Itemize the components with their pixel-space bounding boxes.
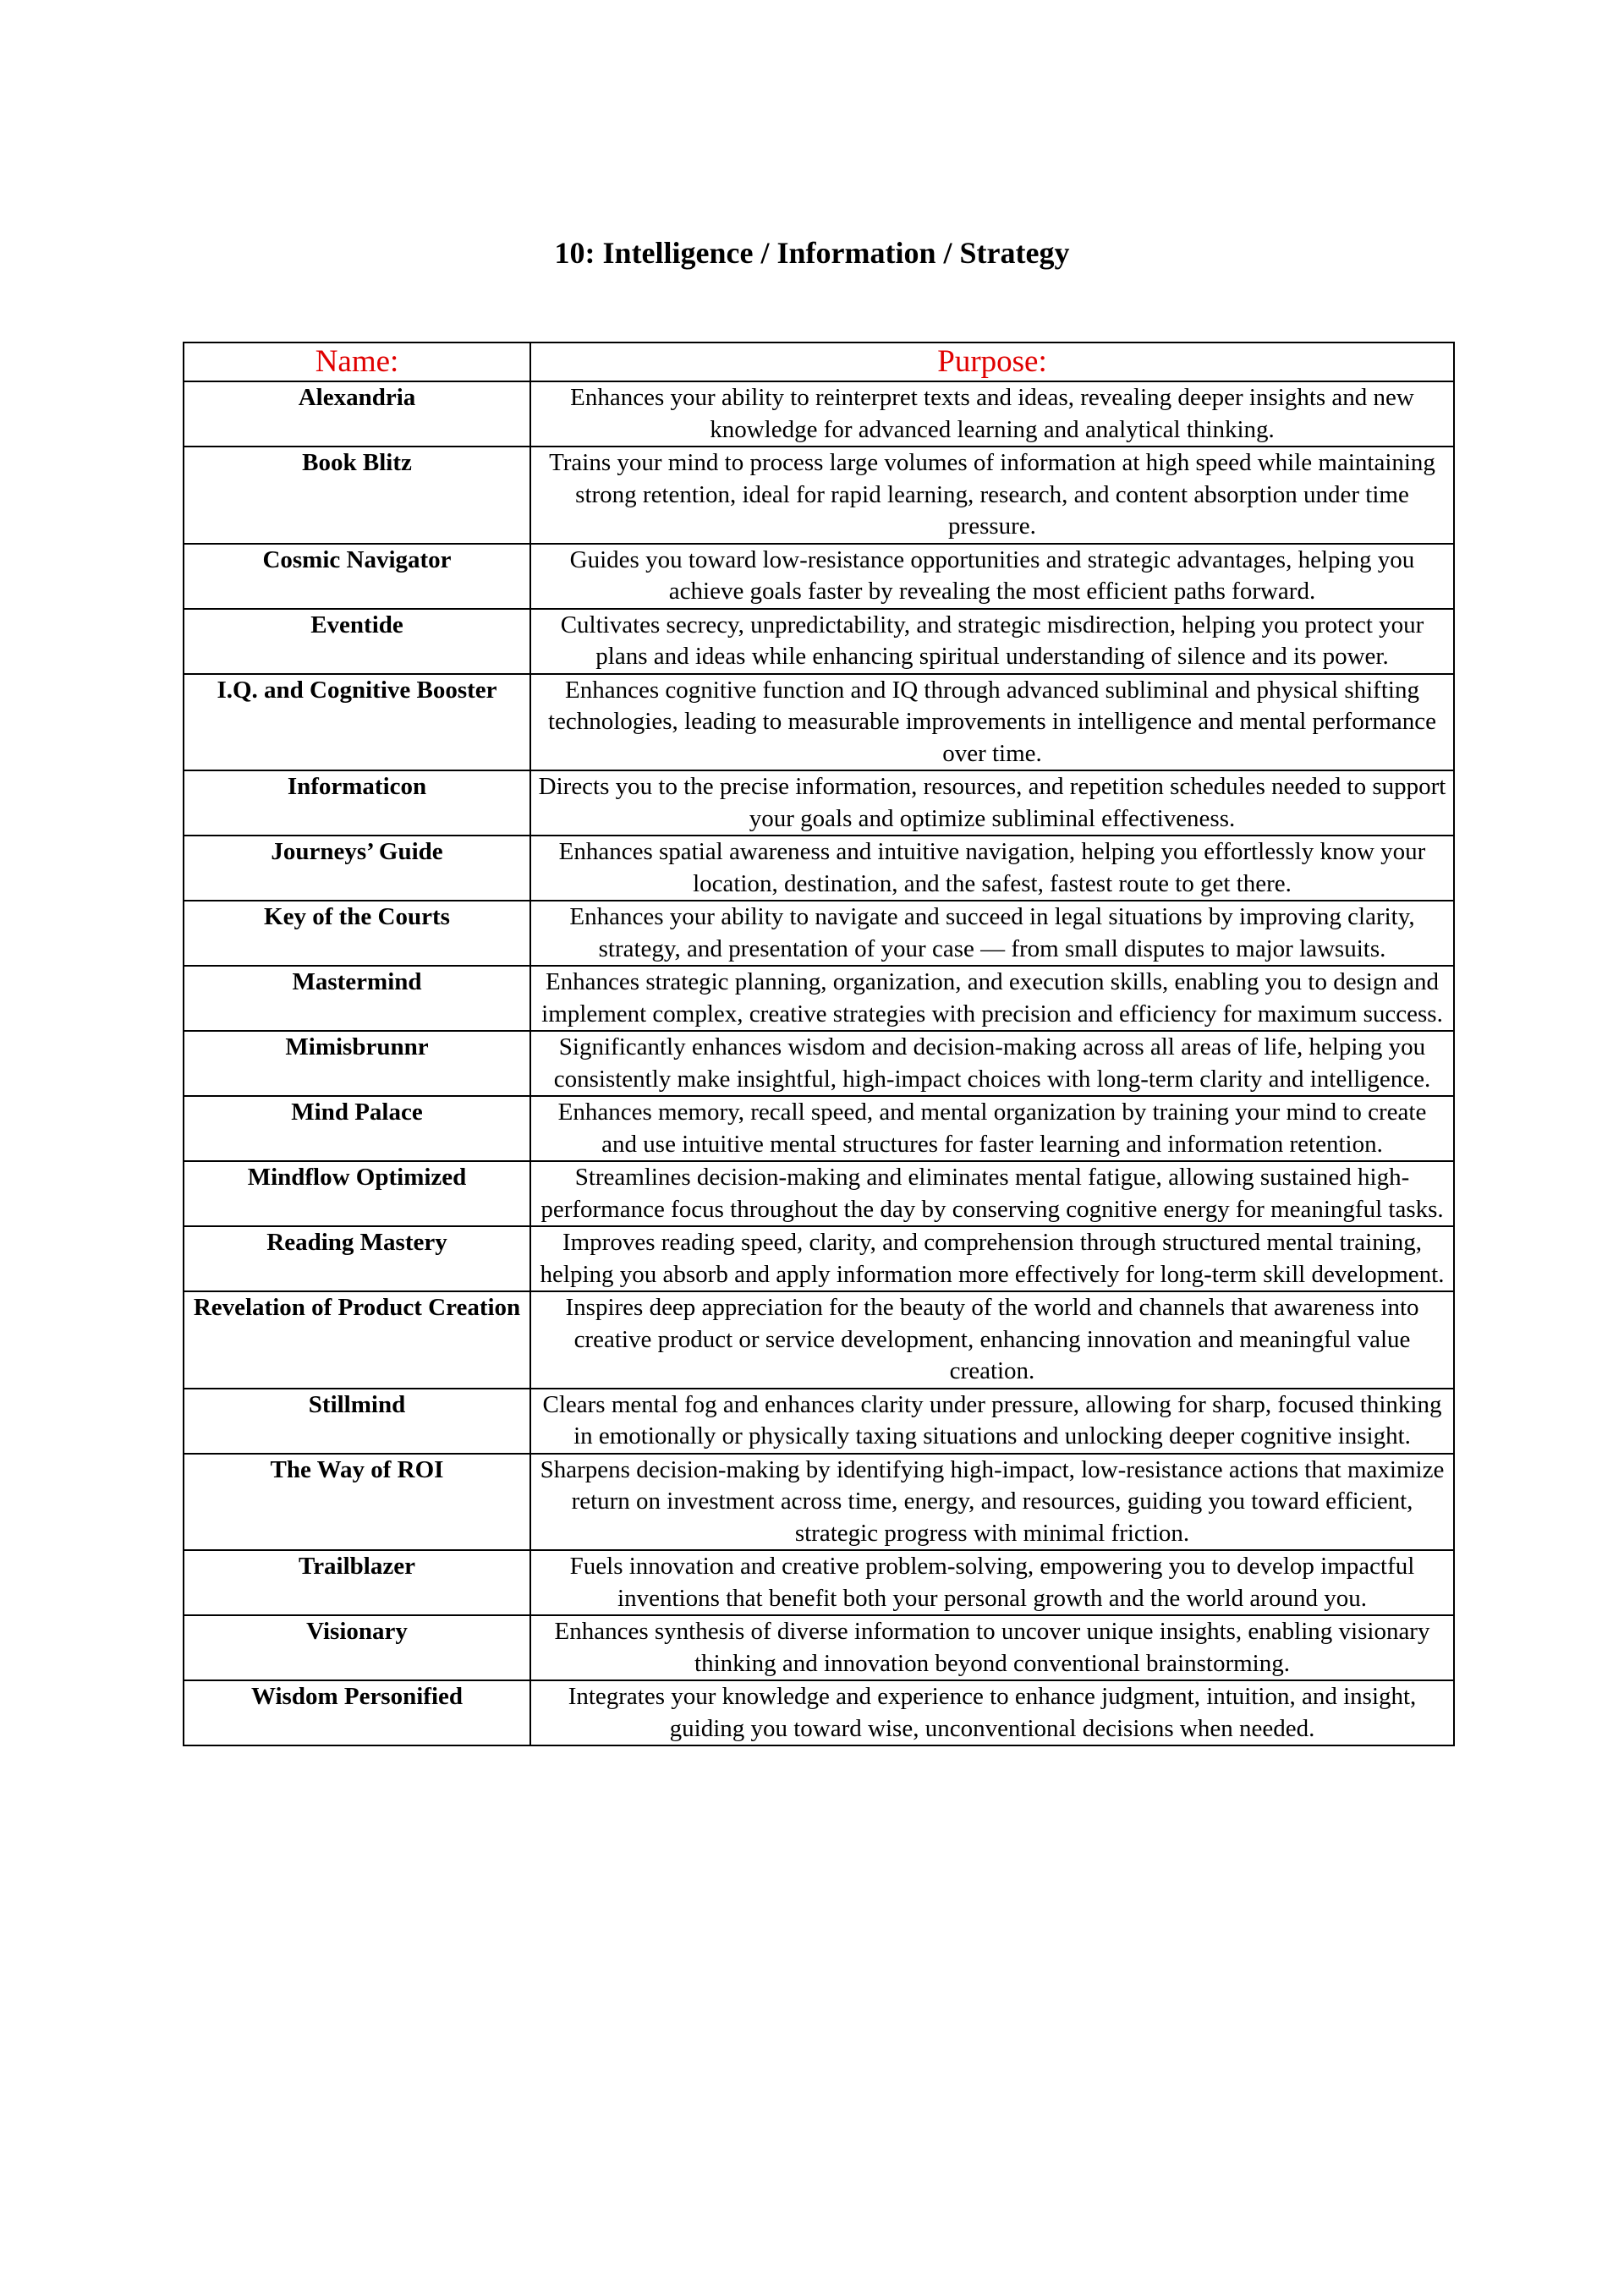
table-row [184,1615,1454,1680]
table-row [184,1031,1454,1096]
item-name: Cosmic Navigator [184,544,530,609]
item-purpose: Directs you to the precise information, resources, and repetition schedules needed to support your goals and optimize subliminal effectiveness. [530,770,1454,836]
item-purpose: Enhances synthesis of diverse information to uncover unique insights, enabling visionary thinking and innovation beyond conventional brainstorming. [530,1615,1454,1680]
table-row [184,1389,1454,1454]
item-purpose: Inspires deep appreciation for the beauty of the world and channels that awareness into creative product or service development, enhancing innovation and meaningful value creation. [530,1291,1454,1389]
purpose-column-header: Purpose: [530,342,1454,381]
table-row [184,447,1454,544]
item-purpose: Significantly enhances wisdom and decision-making across all areas of life, helping you consistently make insightful, high-impact choices with long-term clarity and intelligence. [530,1031,1454,1096]
table-row [184,544,1454,609]
table-row [184,901,1454,966]
table-row [184,1226,1454,1291]
item-name: Eventide [184,609,530,674]
item-name: Revelation of Product Creation [184,1291,530,1389]
item-name: Mindflow Optimized [184,1161,530,1226]
item-purpose: Guides you toward low-resistance opportunities and strategic advantages, helping you achieve goals faster by revealing the most efficient paths forward. [530,544,1454,609]
page-title: 10: Intelligence / Information / Strategy [554,236,1070,270]
name-column-header: Name: [184,342,530,381]
item-name: Key of the Courts [184,901,530,966]
table-row [184,1161,1454,1226]
table-body [184,381,1454,1745]
item-name: Reading Mastery [184,1226,530,1291]
item-name: Mimisbrunnr [184,1031,530,1096]
table-row [184,1291,1454,1389]
item-name: Mastermind [184,966,530,1031]
table-row [184,836,1454,901]
item-name: Stillmind [184,1389,530,1454]
table-row [184,1680,1454,1745]
table-row [184,1096,1454,1161]
item-purpose: Sharpens decision-making by identifying high-impact, low-resistance actions that maximize return on investment across time, energy, and resources, guiding you toward efficient, strategic progress with minimal friction. [530,1454,1454,1551]
item-purpose: Enhances strategic planning, organization, and execution skills, enabling you to design and implement complex, creative strategies with precision and efficiency for maximum success. [530,966,1454,1031]
table-row [184,1454,1454,1551]
table-row [184,966,1454,1031]
item-purpose: Cultivates secrecy, unpredictability, and strategic misdirection, helping you protect your plans and ideas while enhancing spiritual understanding of silence and its power. [530,609,1454,674]
item-purpose: Enhances memory, recall speed, and mental organization by training your mind to create and use intuitive mental structures for faster learning and information retention. [530,1096,1454,1161]
item-purpose: Fuels innovation and creative problem-solving, empowering you to develop impactful inventions that benefit both your personal growth and the world around you. [530,1550,1454,1615]
item-name: I.Q. and Cognitive Booster [184,674,530,771]
purpose-table [183,342,1455,1746]
item-name: Book Blitz [184,447,530,544]
table-row [184,674,1454,771]
item-name: Trailblazer [184,1550,530,1615]
item-name: Wisdom Personified [184,1680,530,1745]
item-purpose: Trains your mind to process large volumes of information at high speed while maintaining strong retention, ideal for rapid learning, research, and content absorption under time pressure. [530,447,1454,544]
item-name: Informaticon [184,770,530,836]
item-purpose: Integrates your knowledge and experience to enhance judgment, intuition, and insight, guiding you toward wise, unconventional decisions when needed. [530,1680,1454,1745]
item-name: Alexandria [184,381,530,447]
table-row [184,609,1454,674]
item-name: Journeys’ Guide [184,836,530,901]
item-purpose: Improves reading speed, clarity, and comprehension through structured mental training, helping you absorb and apply information more effectively for long-term skill development. [530,1226,1454,1291]
table-row [184,770,1454,836]
item-purpose: Enhances your ability to navigate and succeed in legal situations by improving clarity, strategy, and presentation of your case — from small disputes to major lawsuits. [530,901,1454,966]
item-purpose: Enhances cognitive function and IQ through advanced subliminal and physical shifting technologies, leading to measurable improvements in intelligence and mental performance over time. [530,674,1454,771]
item-purpose: Enhances spatial awareness and intuitive navigation, helping you effortlessly know your location, destination, and the safest, fastest route to get there. [530,836,1454,901]
item-name: Mind Palace [184,1096,530,1161]
table-header-row [184,342,1454,381]
item-purpose: Enhances your ability to reinterpret texts and ideas, revealing deeper insights and new knowledge for advanced learning and analytical thinking. [530,381,1454,447]
item-purpose: Streamlines decision-making and eliminates mental fatigue, allowing sustained high-performance focus throughout the day by conserving cognitive energy for meaningful tasks. [530,1161,1454,1226]
item-purpose: Clears mental fog and enhances clarity under pressure, allowing for sharp, focused thinking in emotionally or physically taxing situations and unlocking deeper cognitive insight. [530,1389,1454,1454]
table-row [184,1550,1454,1615]
table-row [184,381,1454,447]
item-name: The Way of ROI [184,1454,530,1551]
item-name: Visionary [184,1615,530,1680]
